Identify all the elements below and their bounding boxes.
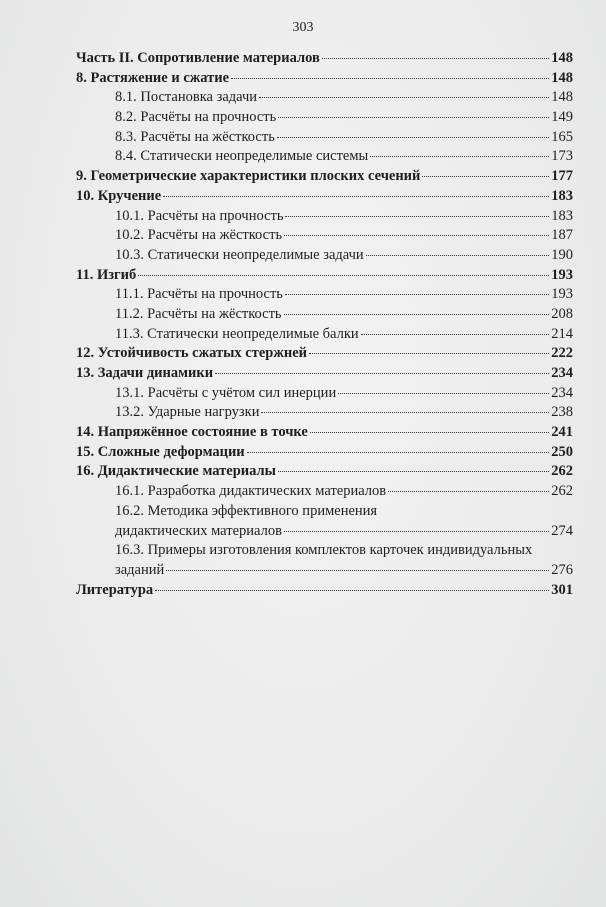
toc-entry: [76, 49, 573, 69]
toc-entry-title: 15. Сложные деформации: [76, 443, 245, 460]
toc-entry: [76, 226, 573, 246]
toc-entry-page: 183: [551, 207, 573, 224]
dot-leader: [278, 116, 549, 118]
toc-entry-page: 148: [551, 89, 573, 106]
toc-entry-title: 11.1. Расчёты на прочность: [115, 286, 283, 303]
toc-entry: [76, 207, 573, 227]
toc-entry-title: Часть II. Сопротивление материалов: [76, 50, 320, 66]
toc-entry-page: 276: [551, 561, 573, 578]
toc-entry-page: 173: [551, 148, 573, 165]
toc-entry-title: заданий: [115, 561, 165, 578]
toc-entry-page: 208: [551, 305, 573, 322]
dot-leader: [284, 234, 549, 236]
toc-entry: [76, 541, 573, 580]
toc-entry-title: 8.3. Расчёты на жёсткость: [115, 128, 275, 145]
toc-entry: [76, 344, 573, 364]
dot-leader: [231, 77, 549, 79]
toc-entry-page: 262: [551, 483, 573, 500]
toc-entry: [76, 443, 573, 463]
toc-entry-page: 214: [551, 325, 573, 342]
toc-entry-page: 183: [551, 187, 573, 204]
dot-leader: [215, 372, 549, 374]
toc-entry-page: 301: [551, 581, 573, 598]
toc-entry: [76, 325, 573, 345]
dot-leader: [338, 392, 549, 394]
toc-entry: [76, 147, 573, 167]
dot-leader: [261, 411, 549, 413]
table-of-contents: [76, 49, 573, 600]
toc-entry: [76, 69, 573, 89]
toc-entry: [76, 266, 573, 286]
toc-entry-page: 193: [551, 286, 573, 303]
dot-leader: [361, 333, 550, 335]
toc-entry-title: 9. Геометрические характеристики плоских сечений: [76, 168, 421, 185]
toc-entry-page: 190: [551, 246, 573, 263]
toc-entry: [76, 423, 573, 443]
toc-entry-title: 13. Задачи динамики: [76, 365, 214, 381]
toc-entry-title-line1: 16.3. Примеры изготовления комплектов карточек индивидуальных: [115, 542, 533, 559]
toc-entry: [76, 305, 573, 325]
toc-entry-page: 177: [551, 168, 573, 185]
toc-entry-page: 193: [551, 266, 573, 283]
dot-leader: [388, 490, 549, 492]
toc-entry-title: 11.2. Расчёты на жёсткость: [115, 305, 282, 322]
toc-entry-page: 238: [551, 404, 573, 421]
dot-leader: [138, 274, 549, 276]
toc-entry-title: Литература: [76, 581, 154, 598]
toc-entry-title: 16. Дидактические материалы: [76, 463, 276, 480]
toc-entry-page: 274: [551, 522, 573, 539]
toc-entry-page: 234: [551, 365, 573, 381]
toc-entry-page: 234: [551, 384, 573, 401]
dot-leader: [285, 215, 549, 217]
dot-leader: [422, 175, 549, 177]
dot-leader: [155, 589, 549, 591]
dot-leader: [309, 352, 549, 354]
dot-leader: [278, 470, 549, 472]
dot-leader: [322, 57, 549, 59]
dot-leader: [247, 451, 550, 453]
toc-entry: [76, 403, 573, 423]
toc-entry-page: 149: [551, 109, 573, 126]
toc-entry-title: 10.2. Расчёты на жёсткость: [115, 227, 283, 244]
toc-entry-title: 12. Устойчивость сжатых стержней: [76, 345, 308, 362]
toc-entry-page: 165: [551, 128, 573, 145]
toc-entry-page: 222: [551, 345, 573, 362]
toc-entry-title: 13.2. Ударные нагрузки: [115, 404, 260, 421]
toc-entry-title: 10.3. Статически неопределимые задачи: [115, 246, 364, 263]
dot-leader: [310, 431, 549, 433]
toc-entry: [76, 482, 573, 502]
toc-entry-page: 148: [551, 69, 573, 86]
dot-leader: [285, 293, 549, 295]
dot-leader: [163, 195, 549, 197]
page-number: 303: [292, 20, 314, 35]
toc-entry: [76, 384, 573, 404]
toc-entry-title: 11. Изгиб: [76, 266, 137, 283]
toc-entry-title: 10. Кручение: [76, 187, 162, 204]
toc-entry-title: 8.4. Статически неопределимые системы: [115, 148, 369, 165]
toc-entry-page: 187: [551, 227, 573, 244]
toc-entry: [76, 502, 573, 541]
toc-entry-title: 13.1. Расчёты с учётом сил инерции: [115, 384, 337, 401]
toc-entry-title: 16.1. Разработка дидактических материалов: [115, 483, 387, 500]
dot-leader: [284, 313, 550, 315]
toc-entry-title-line1: 16.2. Методика эффективного применения: [115, 502, 378, 519]
toc-entry: [76, 285, 573, 305]
dot-leader: [259, 96, 549, 98]
toc-entry-title: 11.3. Статически неопределимые балки: [115, 325, 359, 342]
toc-entry: [76, 88, 573, 108]
dot-leader: [370, 155, 549, 157]
toc-entry: [76, 462, 573, 482]
dot-leader: [366, 254, 550, 256]
toc-entry-page: 262: [551, 463, 573, 480]
toc-entry-title: 8. Растяжение и сжатие: [76, 69, 230, 86]
toc-entry: [76, 246, 573, 266]
toc-entry-page: 250: [551, 443, 573, 460]
toc-entry: [76, 581, 573, 601]
toc-entry-title: дидактических материалов: [115, 522, 282, 539]
toc-entry: [76, 167, 573, 187]
toc-entry-title: 10.1. Расчёты на прочность: [115, 207, 284, 224]
dot-leader: [277, 136, 549, 138]
toc-entry: [76, 128, 573, 148]
toc-entry-page: 241: [551, 424, 573, 441]
toc-entry-title: 14. Напряжённое состояние в точке: [76, 424, 308, 441]
toc-entry-page: 148: [551, 50, 573, 66]
dot-leader: [284, 530, 549, 532]
toc-entry: [76, 187, 573, 207]
toc-entry-title: 8.2. Расчёты на прочность: [115, 109, 277, 126]
dot-leader: [166, 569, 549, 571]
toc-entry-title: 8.1. Постановка задачи: [115, 89, 258, 106]
toc-entry: [76, 364, 573, 384]
toc-entry: [76, 108, 573, 128]
